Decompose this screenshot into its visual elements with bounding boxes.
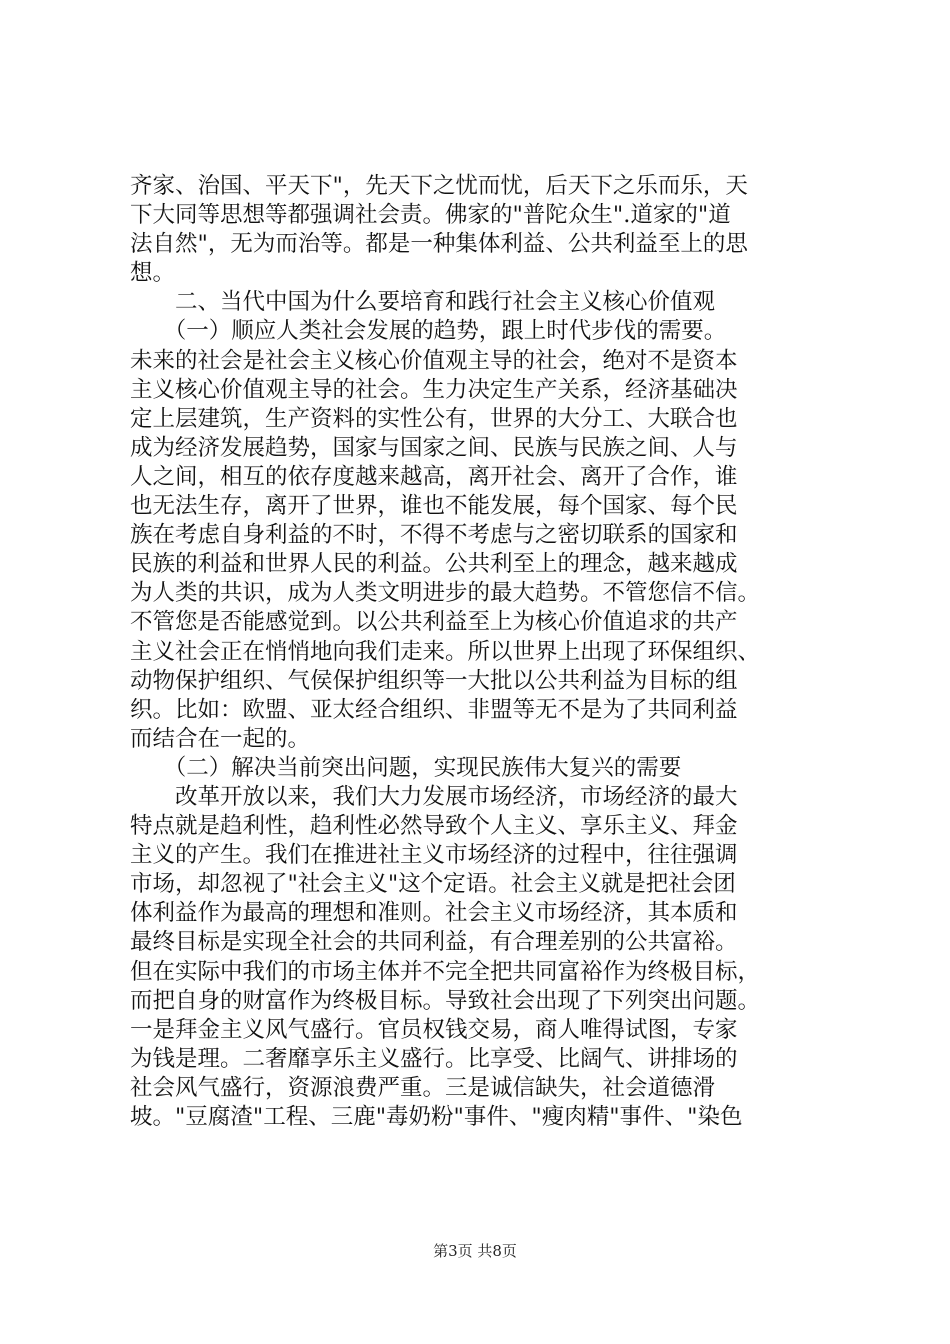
text-line: 未来的社会是社会主义核心价值观主导的社会，绝对不是资本 (130, 347, 738, 374)
text-line: 想。 (130, 260, 176, 287)
text-line: 最终目标是实现全社会的共同利益，有合理差别的公共富裕。 (130, 929, 738, 956)
text-line: 织。比如：欧盟、亚太经合组织、非盟等无不是为了共同利益 (130, 696, 738, 723)
text-line: 社会风气盛行，资源浪费严重。三是诚信缺失，社会道德滑 (130, 1074, 716, 1101)
text-line: 齐家、治国、平天下"，先天下之忧而忧，后天下之乐而乐，天 (130, 173, 748, 199)
text-line: 为钱是理。二奢靡享乐主义盛行。比享受、比阔气、讲排场的 (130, 1045, 738, 1072)
text-line: 而把自身的财富作为终极目标。导致社会出现了下列突出问题。 (130, 987, 761, 1014)
text-line: 法自然"，无为而治等。都是一种集体利益、公共利益至上的思 (130, 231, 748, 258)
body-text (130, 172, 830, 1132)
text-line: 一是拜金主义风气盛行。官员权钱交易，商人唯得试图，专家 (130, 1016, 738, 1043)
page-number-footer: 第3页 共8页 (433, 1242, 517, 1260)
text-line: 成为经济发展趋势，国家与国家之间、民族与民族之间、人与 (130, 434, 738, 461)
text-line: 为人类的共识，成为人类文明进步的最大趋势。不管您信不信。 (130, 580, 761, 607)
text-line: 改革开放以来，我们大力发展市场经济，市场经济的最大 (130, 783, 738, 810)
text-line: 动物保护组织、气侯保护组织等一大批以公共利益为目标的组 (130, 667, 738, 694)
text-line: 但在实际中我们的市场主体并不完全把共同富裕作为终极目标， (130, 958, 761, 985)
text-line: 定上层建筑，生产资料的实性公有，世界的大分工、大联合也 (130, 405, 738, 432)
text-line: 市场，却忽视了"社会主义"这个定语。社会主义就是把社会团 (130, 871, 736, 898)
text-line: 特点就是趋利性，趋利性必然导致个人主义、享乐主义、拜金 (130, 813, 738, 840)
subsection-heading: （一）顺应人类社会发展的趋势，跟上时代步伐的需要。 (130, 318, 727, 345)
text-line: 不管您是否能感觉到。以公共利益至上为核心价值追求的共产 (130, 609, 738, 636)
text-line: 族在考虑自身利益的不时，不得不考虑与之密切联系的国家和 (130, 522, 738, 549)
section-heading: 二、当代中国为什么要培育和践行社会主义核心价值观 (130, 289, 716, 316)
text-line: 也无法生存，离开了世界，谁也不能发展，每个国家、每个民 (130, 493, 738, 520)
text-line: 而结合在一起的。 (130, 725, 311, 752)
text-line: 主义社会正在悄悄地向我们走来。所以世界上出现了环保组织、 (130, 638, 761, 665)
text-line: 民族的利益和世界人民的利益。公共利至上的理念，越来越成 (130, 551, 738, 578)
text-line: 主义的产生。我们在推进社主义市场经济的过程中，往往强调 (130, 842, 738, 869)
subsection-heading: （二）解决当前突出问题，实现民族伟大复兴的需要 (130, 754, 682, 781)
text-line: 人之间，相互的依存度越来越高，离开社会、离开了合作，谁 (130, 463, 738, 490)
text-line: 坡。"豆腐渣"工程、三鹿"毒奶粉"事件、"瘦肉精"事件、"染色 (130, 1104, 743, 1130)
text-line: 下大同等思想等都强调社会责。佛家的"普陀众生".道家的"道 (130, 202, 731, 229)
text-line: 体利益作为最高的理想和准则。社会主义市场经济，其本质和 (130, 900, 738, 927)
text-line: 主义核心价值观主导的社会。生力决定生产关系，经济基础决 (130, 376, 738, 403)
